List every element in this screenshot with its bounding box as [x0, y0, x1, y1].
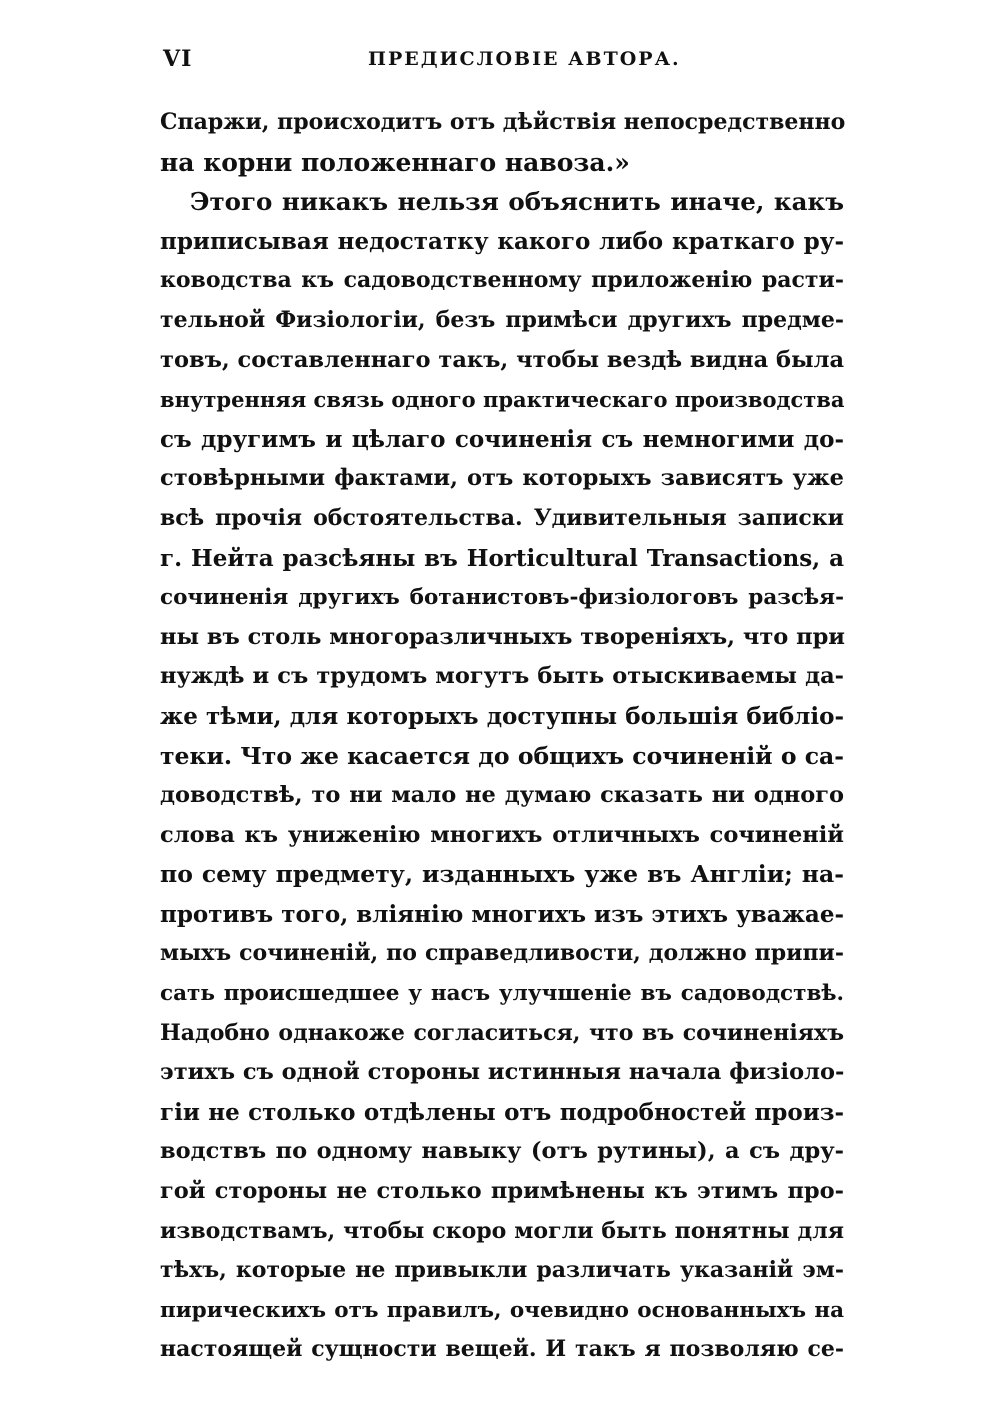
text-line: по сему предмету, изданныхъ уже въ Англіи; на-: [160, 860, 844, 889]
text-line: стовѣрными фактами, отъ которыхъ зависятъ уже: [160, 465, 844, 492]
text-line: всѣ прочія обстоятельства. Удивительныя записки: [160, 504, 844, 531]
text-line: ководства къ садоводственному приложенію расти-: [160, 267, 844, 294]
text-line: же тѣми, для которыхъ доступны большія библіо-: [160, 702, 844, 730]
text-line: съ другимъ и цѣлаго сочиненія съ немногими до-: [160, 425, 844, 453]
text-line: ны въ столь многоразличныхъ твореніяхъ, что при: [160, 623, 845, 650]
text-line: пирическихъ отъ правилъ, очевидно основанныхъ на: [160, 1297, 844, 1323]
running-head: ПРЕДИСЛОВІЕ АВТОРА.: [368, 48, 681, 70]
text-line: слова къ униженію многихъ отличныхъ сочиненій: [160, 821, 844, 848]
page-header: [163, 46, 843, 76]
text-line: сочиненія другихъ ботанистовъ-физіологовъ разсѣя-: [160, 585, 844, 611]
text-line: г. Нейта разсѣяны въ Horticultural Transactions, а: [160, 544, 844, 572]
text-line: внутренняя связь одного практическаго производства: [160, 387, 845, 413]
text-line: Спаржи, происходитъ отъ дѣйствія непосредственно: [160, 109, 846, 135]
text-line: тельной Физіологіи, безъ примѣси другихъ предме-: [160, 306, 844, 333]
text-line: сать происшедшее у насъ улучшеніе въ садоводствѣ.: [160, 981, 844, 1007]
text-line: тѣхъ, которые не привыкли различать указаній эм-: [160, 1257, 844, 1284]
text-line: Надобно однакожe согласиться, что въ сочиненіяхъ: [160, 1019, 844, 1046]
text-line: приписывая недостатку какого либо краткаго ру-: [160, 227, 844, 255]
text-line: нуждѣ и съ трудомъ могутъ быть отыскиваемы да-: [160, 663, 844, 690]
text-line: доводствѣ, то ни мало не думаю сказать ни одного: [160, 782, 844, 809]
text-line: теки. Что же касается до общихъ сочиненій о са-: [160, 741, 844, 770]
text-line: этихъ съ одной стороны истинныя начала физіоло-: [160, 1059, 845, 1086]
text-line: товъ, составленнаго такъ, чтобы вездѣ видна была: [160, 346, 845, 373]
text-line: изводствамъ, чтобы скоро могли быть понятны для: [160, 1217, 844, 1244]
text-line: на корни положеннаго навоза.»: [160, 147, 630, 177]
body-text: [160, 103, 844, 1370]
text-line: настоящей сущности вещей. И такъ я позволяю се-: [160, 1336, 844, 1363]
text-line: противъ того, вліянію многихъ изъ этихъ уважае-: [160, 900, 844, 928]
text-line: гіи не столько отдѣлены отъ подробностей произ-: [160, 1098, 844, 1126]
paragraph-first-line: Этого никакъ нельзя объяснить иначе, какъ: [190, 187, 844, 217]
text-line: гой стороны не столько примѣнены къ этимъ про-: [160, 1178, 844, 1205]
page-number: VI: [163, 46, 193, 72]
text-line: водствъ по одному навыку (отъ рутины), а съ дру-: [160, 1138, 844, 1165]
text-line: мыхъ сочиненій, по справедливости, должно припи-: [160, 940, 844, 967]
